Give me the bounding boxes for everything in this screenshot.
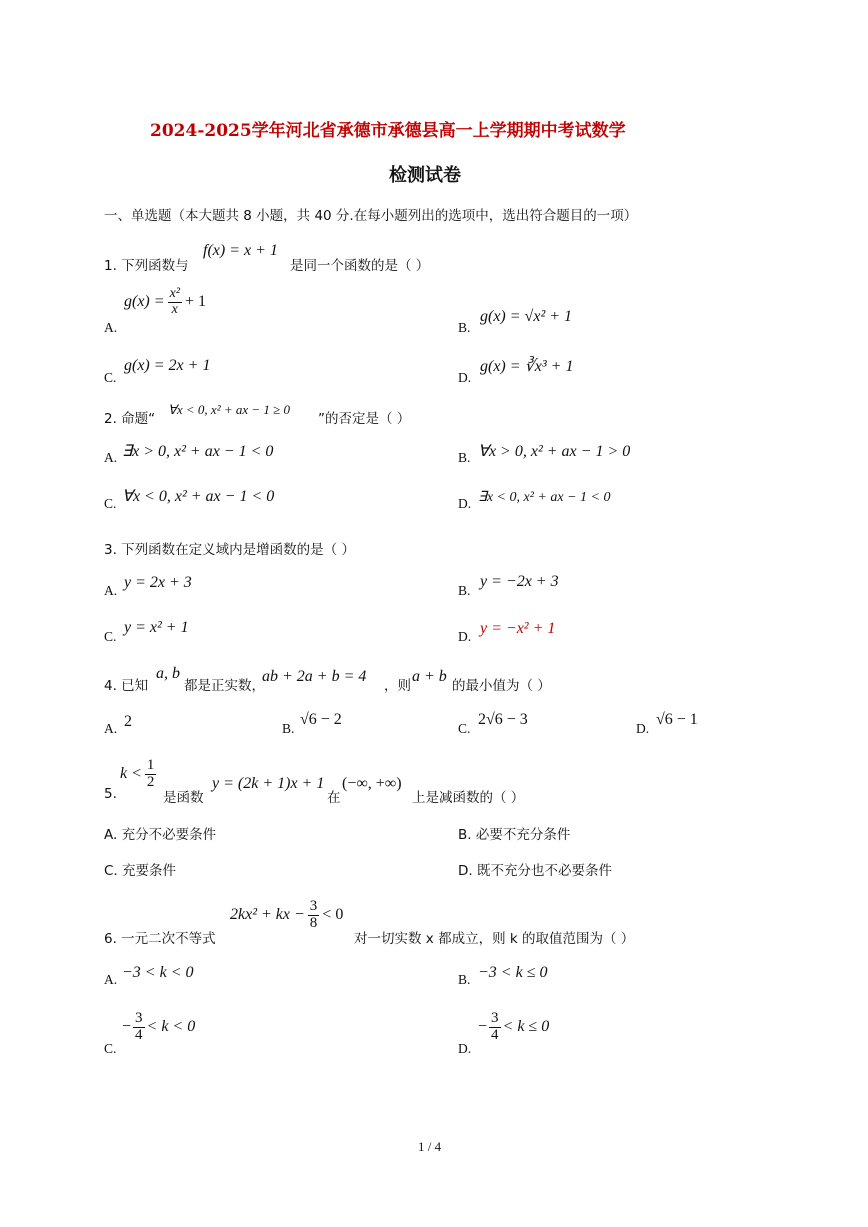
q6-inequality-denominator: 8 [309, 914, 318, 931]
q4-stem-mid2: ，则 [384, 678, 411, 694]
q4-option-d-math: √6 − 1 [656, 711, 698, 728]
q5-option-d [458, 859, 612, 879]
q6-option-d-denominator: 4 [491, 1026, 499, 1043]
q6-inequality-fraction [308, 899, 320, 932]
q3-option-d-label: D. [458, 629, 472, 644]
q3-option-c-label: C. [104, 629, 117, 644]
q2-stem-prefix: 2. 命题“ [104, 411, 156, 427]
q6-option-c-fraction [133, 1011, 145, 1044]
q6-option-d-fraction [489, 1011, 501, 1044]
q1-option-a-denominator: x [171, 301, 178, 317]
q2-option-b-label: B. [458, 450, 471, 465]
q6-option-b-label: B. [458, 972, 471, 987]
q5-stem-mid2: 在 [327, 790, 341, 806]
q6-option-d-math [478, 1011, 549, 1044]
q2-option-c-math: ∀x < 0, x² + ax − 1 < 0 [122, 488, 275, 505]
document-subtitle: 检测试卷 [389, 165, 461, 186]
q4-stem-prefix: 4. 已知 [104, 678, 149, 694]
q1-stem-prefix: 1. 下列函数与 [104, 258, 189, 274]
q5-stem-math-function: y = (2k + 1)x + 1 [212, 775, 325, 792]
q3-option-c-math: y = x² + 1 [124, 619, 189, 636]
q3-option-b-math: y = −2x + 3 [480, 573, 559, 590]
q5-stem-math-interval: (−∞, +∞) [342, 775, 402, 792]
section-heading: 一、单选题（本大题共 8 小题，共 40 分.在每小题列出的选项中，选出符合题目的一项） [104, 208, 638, 224]
q4-option-a-label: A. [104, 721, 118, 736]
q2-option-a-label: A. [104, 450, 118, 465]
q3-option-a-label: A. [104, 583, 118, 598]
q4-option-b-label: B. [282, 721, 295, 736]
q6-stem-prefix: 6. 一元二次不等式 [104, 931, 216, 947]
q4-stem-math-equation: ab + 2a + b = 4 [262, 668, 367, 685]
q5-option-c [104, 859, 176, 879]
q5-option-a-label: A. [104, 827, 118, 843]
q4-stem-suffix: 的最小值为（ ） [452, 678, 551, 694]
q4-option-d-label: D. [636, 721, 650, 736]
q1-option-a-label: A. [104, 320, 118, 335]
q6-stem-suffix: 对一切实数 x 都成立，则 k 的取值范围为（ ） [354, 931, 635, 947]
q1-option-a-fraction [168, 287, 182, 317]
q5-option-d-label: D. [458, 863, 473, 879]
q6-option-a-label: A. [104, 972, 118, 987]
q1-option-b-label: B. [458, 320, 471, 335]
q6-inequality-rhs: < 0 [322, 906, 344, 924]
q1-option-a-numerator: x² [169, 286, 180, 301]
q2-option-c-label: C. [104, 496, 117, 511]
q5-condition-denominator: 2 [146, 773, 155, 790]
document-title: 2024-2025学年河北省承德市承德县高一上学期期中考试数学 [150, 121, 626, 141]
q5-option-d-text: 既不充分也不必要条件 [476, 863, 612, 879]
q5-option-c-text: 充要条件 [122, 863, 177, 879]
q1-option-b-math: g(x) = √x² + 1 [480, 308, 573, 325]
q5-option-a-text: 充分不必要条件 [121, 827, 217, 843]
q6-option-d-minus: − [478, 1018, 488, 1036]
q6-option-c-denominator: 4 [135, 1026, 143, 1043]
q5-condition-lhs: k < [120, 765, 142, 783]
q4-stem-mid: 都是正实数， [184, 678, 265, 694]
q6-option-d-numerator: 3 [491, 1010, 499, 1026]
q5-option-a [104, 823, 216, 843]
q5-option-b-text: 必要不充分条件 [475, 827, 571, 843]
q2-option-b-math: ∀x > 0, x² + ax − 1 > 0 [478, 443, 631, 460]
q1-stem-math: f(x) = x + 1 [203, 242, 278, 259]
q4-option-a-math: 2 [124, 713, 132, 730]
q4-stem-math-sum: a + b [412, 668, 447, 685]
q4-stem-math-ab: a, b [156, 665, 180, 682]
q3-option-b-label: B. [458, 583, 471, 598]
q5-option-c-label: C. [104, 863, 118, 879]
q5-stem-condition [120, 758, 156, 791]
q3-stem: 3. 下列函数在定义域内是增函数的是（ ） [104, 542, 355, 558]
q1-option-a-lhs: g(x) = [124, 293, 165, 311]
q5-condition-fraction [145, 758, 157, 791]
page-number: 1 / 4 [418, 1139, 442, 1154]
q1-option-a-rhs: + 1 [184, 293, 207, 311]
q6-option-c-rhs: < k < 0 [146, 1018, 196, 1036]
q5-condition-numerator: 1 [146, 757, 155, 773]
q6-option-c-numerator: 3 [135, 1010, 143, 1026]
q1-option-d-label: D. [458, 370, 472, 385]
q6-option-d-label: D. [458, 1041, 472, 1056]
q3-option-a-math: y = 2x + 3 [124, 574, 192, 591]
q6-option-d-rhs: < k ≤ 0 [502, 1018, 550, 1036]
q2-stem-math: ∀x < 0, x² + ax − 1 ≥ 0 [168, 402, 291, 417]
q6-option-c-minus: − [122, 1018, 132, 1036]
q1-option-d-math: g(x) = ∛x³ + 1 [480, 358, 574, 375]
q6-stem-inequality [230, 899, 343, 932]
q4-option-b-math: √6 − 2 [300, 711, 342, 728]
q5-stem-mid: 是函数 [163, 790, 204, 806]
q2-option-a-math: ∃x > 0, x² + ax − 1 < 0 [122, 443, 274, 460]
q5-option-b-label: B. [458, 827, 472, 843]
q5-stem-suffix: 上是减函数的（ ） [412, 790, 525, 806]
q6-inequality-numerator: 3 [309, 898, 318, 914]
q1-option-c-math: g(x) = 2x + 1 [124, 357, 211, 374]
q1-option-c-label: C. [104, 370, 117, 385]
q6-option-b-math: −3 < k ≤ 0 [478, 964, 548, 981]
q3-option-d-math: y = −x² + 1 [480, 620, 556, 637]
q2-stem-suffix: ”的否定是（ ） [318, 411, 411, 427]
q1-option-a-math [124, 287, 206, 317]
q2-option-d-label: D. [458, 496, 472, 511]
q6-option-c-math [122, 1011, 195, 1044]
q6-option-c-label: C. [104, 1041, 117, 1056]
q5-stem-prefix: 5. [104, 786, 117, 802]
q6-inequality-lhs: 2kx² + kx − [230, 906, 305, 924]
q5-option-b [458, 823, 570, 843]
q4-option-c-label: C. [458, 721, 471, 736]
q1-stem-suffix: 是同一个函数的是（ ） [290, 258, 430, 274]
q2-option-d-math: ∃x < 0, x² + ax − 1 < 0 [478, 490, 611, 505]
q4-option-c-math: 2√6 − 3 [478, 711, 528, 728]
q6-option-a-math: −3 < k < 0 [122, 964, 194, 981]
